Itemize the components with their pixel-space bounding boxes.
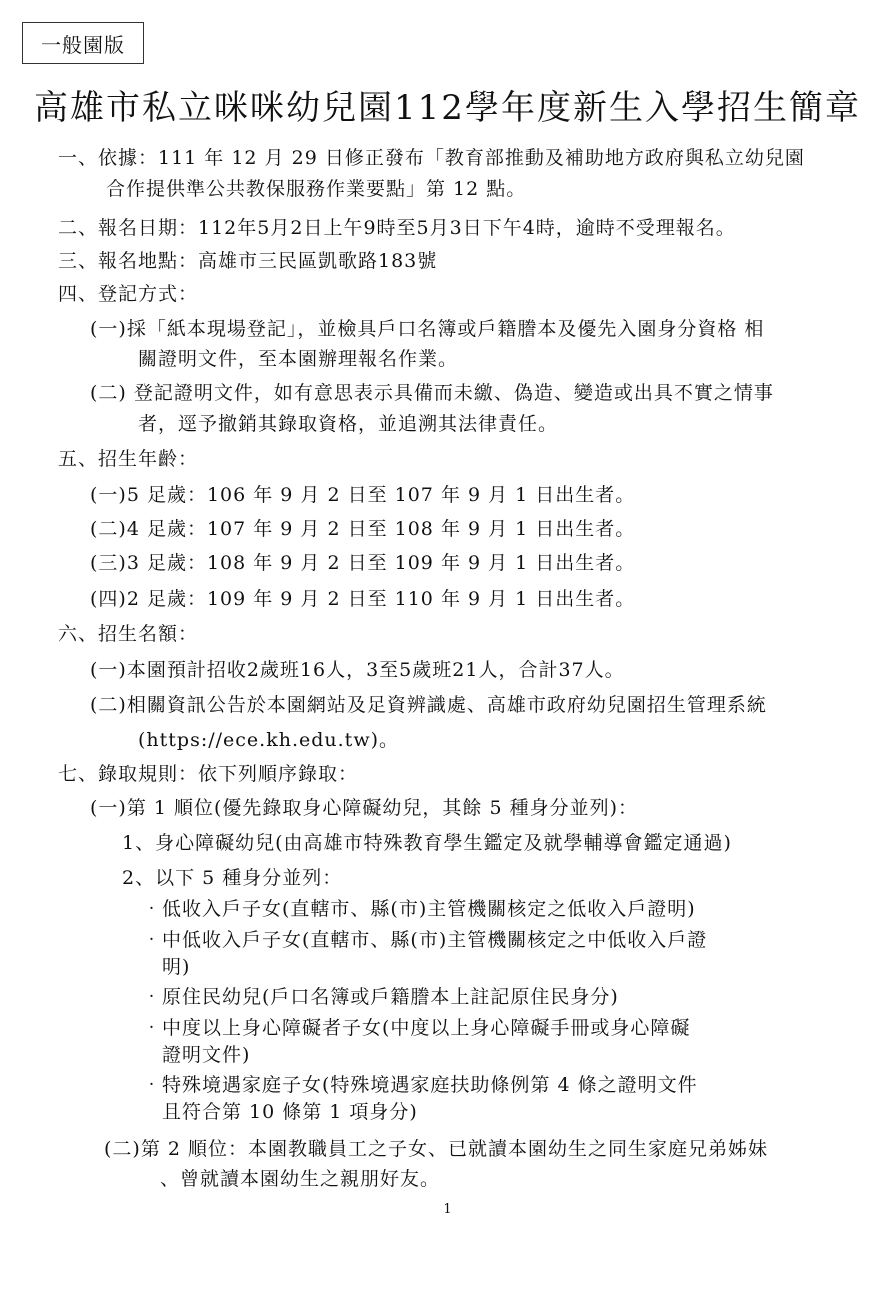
doc-line: (一)本園預計招收2歲班16人，3至5歲班21人，合計37人。: [90, 659, 625, 681]
doc-line: ‧原住民幼兒(戶口名簿或戶籍謄本上註記原住民身分): [142, 986, 619, 1008]
doc-line: 合作提供準公共教保服務作業要點」第 12 點。: [106, 178, 527, 200]
doc-line: 且符合第 10 條第 1 項身分): [162, 1101, 418, 1123]
doc-line: (三)3 足歲：108 年 9 月 2 日至 109 年 9 月 1 日出生者。: [90, 552, 636, 574]
page-number: 1: [443, 1202, 452, 1217]
doc-line: (一)5 足歲：106 年 9 月 2 日至 107 年 9 月 1 日出生者。: [90, 484, 636, 506]
doc-line: 五、招生年齡：: [58, 448, 199, 470]
doc-line: (二)第 2 順位：本園教職員工之子女、已就讀本園幼生之同生家庭兄弟姊妹: [104, 1138, 768, 1160]
edition-tag: 一般園版: [22, 22, 144, 64]
doc-line: 明): [162, 956, 191, 978]
doc-line: (四)2 足歲：109 年 9 月 2 日至 110 年 9 月 1 日出生者。: [90, 588, 636, 610]
doc-line: (二)4 足歲：107 年 9 月 2 日至 108 年 9 月 1 日出生者。: [90, 518, 636, 540]
doc-line: 、曾就讀本園幼生之親朋好友。: [160, 1168, 441, 1190]
doc-line: ‧低收入戶子女(直轄市、縣(市)主管機關核定之低收入戶證明): [142, 898, 696, 920]
doc-line: ‧特殊境遇家庭子女(特殊境遇家庭扶助條例第 4 條之證明文件: [142, 1074, 698, 1096]
doc-line: 二、報名日期：112年5月2日上午9時至5月3日下午4時，逾時不受理報名。: [58, 217, 736, 239]
doc-line: (一)第 1 順位(優先錄取身心障礙幼兒，其餘 5 種身分並列)：: [90, 797, 638, 819]
page-title: 高雄市私立咪咪幼兒園112學年度新生入學招生簡章: [34, 88, 861, 128]
doc-line: (一)採「紙本現場登記」，並檢具戶口名簿或戶籍謄本及優先入園身分資格 相: [90, 318, 765, 340]
doc-line: 關證明文件，至本園辦理報名作業。: [138, 348, 459, 370]
doc-line: 六、招生名額：: [58, 623, 199, 645]
doc-line: 三、報名地點：高雄市三民區凱歌路183號: [58, 250, 438, 272]
doc-line: 者，逕予撤銷其錄取資格，並追溯其法律責任。: [138, 413, 559, 435]
doc-line: 1、身心障礙幼兒(由高雄市特殊教育學生鑑定及就學輔導會鑑定通過): [122, 832, 732, 854]
doc-line: 四、登記方式：: [58, 283, 199, 305]
doc-line: ‧中低收入戶子女(直轄市、縣(市)主管機關核定之中低收入戶證: [142, 929, 708, 951]
doc-line: 2、以下 5 種身分並列：: [122, 867, 343, 889]
doc-line: 一、依據：111 年 12 月 29 日修正發布「教育部推動及補助地方政府與私立幼兒園: [58, 147, 805, 169]
doc-line: (https://ece.kh.edu.tw)。: [138, 729, 399, 751]
doc-line: 七、錄取規則：依下列順序錄取：: [58, 763, 359, 785]
doc-line: (二)相關資訊公告於本園網站及足資辨識處、高雄市政府幼兒園招生管理系統: [90, 694, 767, 716]
doc-line: 證明文件): [162, 1044, 251, 1066]
doc-line: (二) 登記證明文件，如有意思表示具備而未繳、偽造、變造或出具不實之情事: [90, 382, 774, 404]
doc-line: ‧中度以上身心障礙者子女(中度以上身心障礙手冊或身心障礙: [142, 1017, 691, 1039]
